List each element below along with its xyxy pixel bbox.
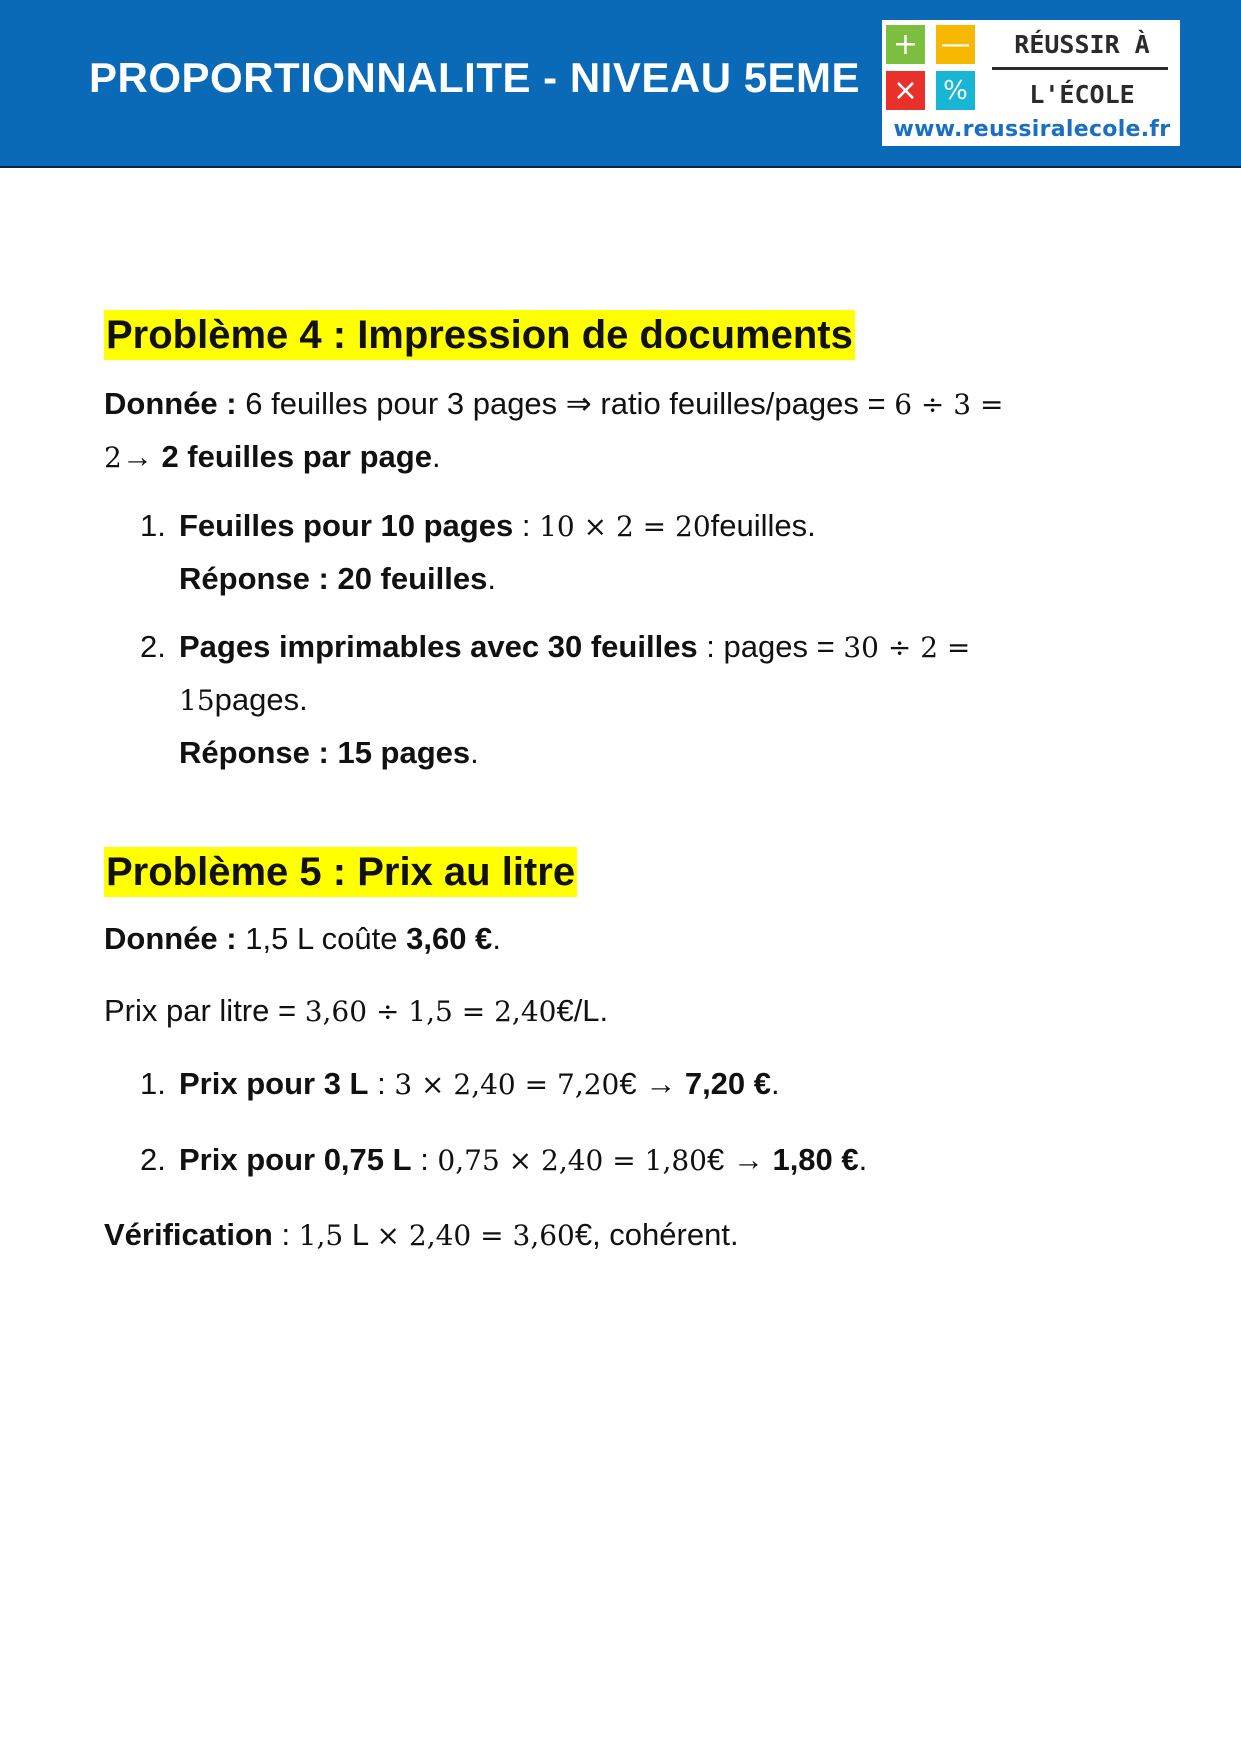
- donnee-result: 2 feuilles par page: [161, 439, 432, 474]
- verification-unit: L: [343, 1217, 377, 1252]
- list-item: [104, 500, 1134, 605]
- item-unit: € →: [706, 1142, 773, 1177]
- verification-end: €, cohérent.: [574, 1217, 739, 1252]
- item-sep: :: [513, 508, 540, 543]
- times-icon: ×: [886, 71, 925, 110]
- item-math: 3 × 2,40 = 7,20: [394, 1068, 620, 1101]
- item-answer: 1,80 €: [772, 1142, 859, 1177]
- donnee-label: Donnée :: [104, 386, 237, 421]
- item-math: 0,75 × 2,40 = 1,80: [437, 1144, 707, 1177]
- problem5-donnee: [104, 913, 1134, 965]
- item-answer: Réponse : 15 pages: [179, 735, 471, 770]
- minus-icon: —: [936, 25, 975, 64]
- logo-divider: [992, 67, 1168, 70]
- donnee-text: 6 feuilles pour 3 pages ⇒ ratio feuilles/pages =: [236, 386, 895, 421]
- period: .: [487, 561, 497, 596]
- problem5-verification: [104, 1209, 1134, 1262]
- period: .: [492, 921, 501, 956]
- item-unit: pages.: [214, 682, 308, 717]
- item-answer: 7,20 €: [684, 1066, 772, 1101]
- donnee-math: 6 ÷ 3 =: [894, 388, 1004, 421]
- item-sep: :: [411, 1142, 438, 1177]
- item-math: 30 ÷ 2 =: [843, 631, 971, 664]
- prix-math: 3,60 ÷ 1,5 = 2,40: [304, 995, 557, 1028]
- percent-icon: %: [936, 71, 975, 110]
- period: .: [431, 439, 441, 474]
- verification-label: Vérification: [104, 1217, 273, 1252]
- prix-unit: €/L.: [556, 993, 609, 1028]
- logo-text-line2: L'ÉCOLE: [1029, 80, 1135, 109]
- item-math-result: 15: [179, 684, 215, 717]
- item-math: 10 × 2 = 20: [539, 510, 711, 543]
- item-answer: Réponse : 20 feuilles: [179, 561, 488, 596]
- problem5-list: [104, 1058, 1134, 1187]
- list-item: [104, 1134, 1134, 1187]
- item-label: Prix pour 3 L: [179, 1066, 369, 1101]
- donnee-label: Donnée :: [104, 921, 237, 956]
- problem5-title: Problème 5 : Prix au litre: [104, 847, 577, 897]
- donnee-math-result: 2: [104, 441, 122, 474]
- problem4-donnee: [104, 378, 1134, 484]
- verification-sep: :: [272, 1217, 299, 1252]
- prix-label: Prix par litre =: [104, 993, 305, 1028]
- donnee-text: 1,5 L coûte: [236, 921, 407, 956]
- donnee-price: 3,60 €: [406, 921, 493, 956]
- period: .: [771, 1066, 780, 1101]
- plus-icon: +: [886, 25, 925, 64]
- problem4-list: [104, 500, 1134, 779]
- period: .: [470, 735, 479, 770]
- logo: [882, 20, 1180, 146]
- list-number: 1.: [140, 1066, 166, 1101]
- list-number: 2.: [140, 629, 166, 664]
- item-sep: :: [368, 1066, 395, 1101]
- item-unit: € →: [619, 1066, 685, 1101]
- list-item: [104, 1058, 1134, 1111]
- list-number: 1.: [140, 508, 166, 543]
- problem4-title: Problème 4 : Impression de documents: [104, 310, 855, 360]
- page-title: PROPORTIONNALITE - NIVEAU 5EME: [89, 54, 861, 101]
- verification-math: 1,5: [298, 1219, 344, 1252]
- item-label: Feuilles pour 10 pages: [179, 508, 514, 543]
- list-item: [104, 621, 1134, 779]
- logo-url: www.reussiralecole.fr: [893, 117, 1171, 142]
- list-number: 2.: [140, 1142, 166, 1177]
- page-header: [0, 0, 1241, 168]
- arrow: →: [121, 439, 162, 474]
- verification-math-2: × 2,40 = 3,60: [376, 1219, 575, 1252]
- item-sep: : pages =: [697, 629, 844, 664]
- problem5-prix-litre: [104, 985, 1134, 1038]
- period: .: [858, 1142, 868, 1177]
- item-unit: feuilles.: [710, 508, 816, 543]
- item-label: Prix pour 0,75 L: [179, 1142, 412, 1177]
- logo-text-line1: RÉUSSIR À: [1014, 30, 1150, 59]
- document-body: [104, 310, 1134, 1262]
- item-label: Pages imprimables avec 30 feuilles: [179, 629, 698, 664]
